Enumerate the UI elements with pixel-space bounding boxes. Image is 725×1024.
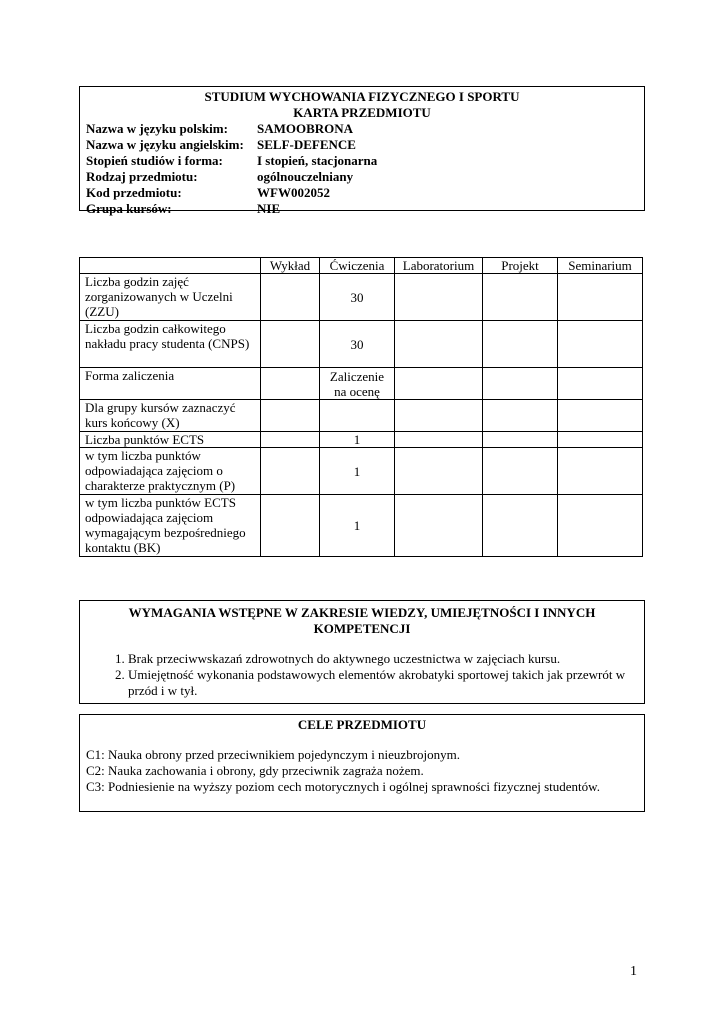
list-item: 2. Umiejętność wykonania podstawowych elementów akrobatyki sportowej takich jak przewrót w przód i w tył. (128, 667, 638, 699)
course-header-box (79, 86, 645, 216)
requirements-box (79, 600, 645, 704)
page-number: 1 (630, 964, 637, 979)
requirements-title: WYMAGANIA WSTĘPNE W ZAKRESIE WIEDZY, UMIEJĘTNOŚCI I INNYCH KOMPETENCJI (128, 605, 596, 636)
cwiczenia-cell: Zaliczenie na ocenę (320, 368, 395, 400)
field-label: Rodzaj przedmiotu: (86, 169, 198, 184)
row-label: Liczba godzin zajęć zorganizowanych w Uczelni (ZZU) (80, 274, 261, 321)
table-row (80, 368, 643, 400)
cwiczenia-cell: 1 (320, 495, 395, 557)
column-header: Projekt (483, 258, 558, 274)
column-header: Seminarium (558, 258, 643, 274)
field-label: Grupa kursów: (86, 201, 172, 216)
field-label: Stopień studiów i forma: (86, 153, 223, 168)
column-header: Wykład (261, 258, 320, 274)
column-header: Ćwiczenia (320, 258, 395, 274)
field-row-code (86, 185, 638, 201)
row-label: Liczba punktów ECTS (80, 432, 261, 448)
field-label: Nazwa w języku angielskim: (86, 137, 244, 152)
hours-table (79, 257, 643, 557)
goals-box (79, 714, 645, 812)
row-label: Forma zaliczenia (80, 368, 261, 400)
field-row-degree (86, 153, 638, 169)
row-label: Liczba godzin całkowitego nakładu pracy studenta (CNPS) (80, 321, 261, 368)
goals-list (86, 747, 638, 795)
study-title: STUDIUM WYCHOWANIA FIZYCZNEGO I SPORTU (204, 89, 520, 104)
field-value: NIE (257, 201, 281, 216)
table-row (80, 495, 643, 557)
field-row-name-en (86, 137, 638, 153)
field-label: Kod przedmiotu: (86, 185, 182, 200)
list-item: 1. Brak przeciwwskazań zdrowotnych do aktywnego uczestnictwa w zajęciach kursu. (128, 651, 638, 667)
field-value: SAMOOBRONA (257, 121, 354, 136)
table-row (80, 321, 643, 368)
list-item: C2: Nauka zachowania i obrony, gdy przeciwnik zagraża nożem. (86, 763, 424, 778)
field-row-name-pl (86, 121, 638, 137)
row-label: w tym liczba punktów ECTS odpowiadająca zajęciom wymagającym bezpośredniego kontaktu (BK) (80, 495, 261, 557)
field-value: WFW002052 (257, 185, 330, 200)
list-item: C1: Nauka obrony przed przeciwnikiem pojedynczym i nieuzbrojonym. (86, 747, 461, 762)
list-item: C3: Podniesienie na wyższy poziom cech motorycznych i ogólnej sprawności fizycznej studentów. (86, 779, 600, 794)
card-title: KARTA PRZEDMIOTU (293, 105, 431, 120)
cwiczenia-cell (320, 400, 395, 432)
field-value: ogólnouczelniany (257, 169, 354, 184)
row-label: w tym liczba punktów odpowiadająca zajęciom o charakterze praktycznym (P) (80, 448, 261, 495)
empty-header-cell (80, 258, 261, 274)
field-value: SELF-DEFENCE (257, 137, 356, 152)
table-row (80, 400, 643, 432)
field-row-type (86, 169, 638, 185)
column-header: Laboratorium (395, 258, 483, 274)
cwiczenia-cell: 1 (320, 448, 395, 495)
requirements-list (86, 651, 638, 699)
row-label: Dla grupy kursów zaznaczyć kurs końcowy (X) (80, 400, 261, 432)
table-row (80, 432, 643, 448)
cwiczenia-cell: 1 (320, 432, 395, 448)
table-header-row (80, 258, 643, 274)
field-value: I stopień, stacjonarna (257, 153, 378, 168)
goals-title: CELE PRZEDMIOTU (297, 717, 427, 732)
field-row-group (86, 201, 638, 217)
cwiczenia-cell: 30 (320, 274, 395, 321)
field-label: Nazwa w języku polskim: (86, 121, 228, 136)
table-row (80, 274, 643, 321)
table-row (80, 448, 643, 495)
cwiczenia-cell: 30 (320, 321, 395, 368)
